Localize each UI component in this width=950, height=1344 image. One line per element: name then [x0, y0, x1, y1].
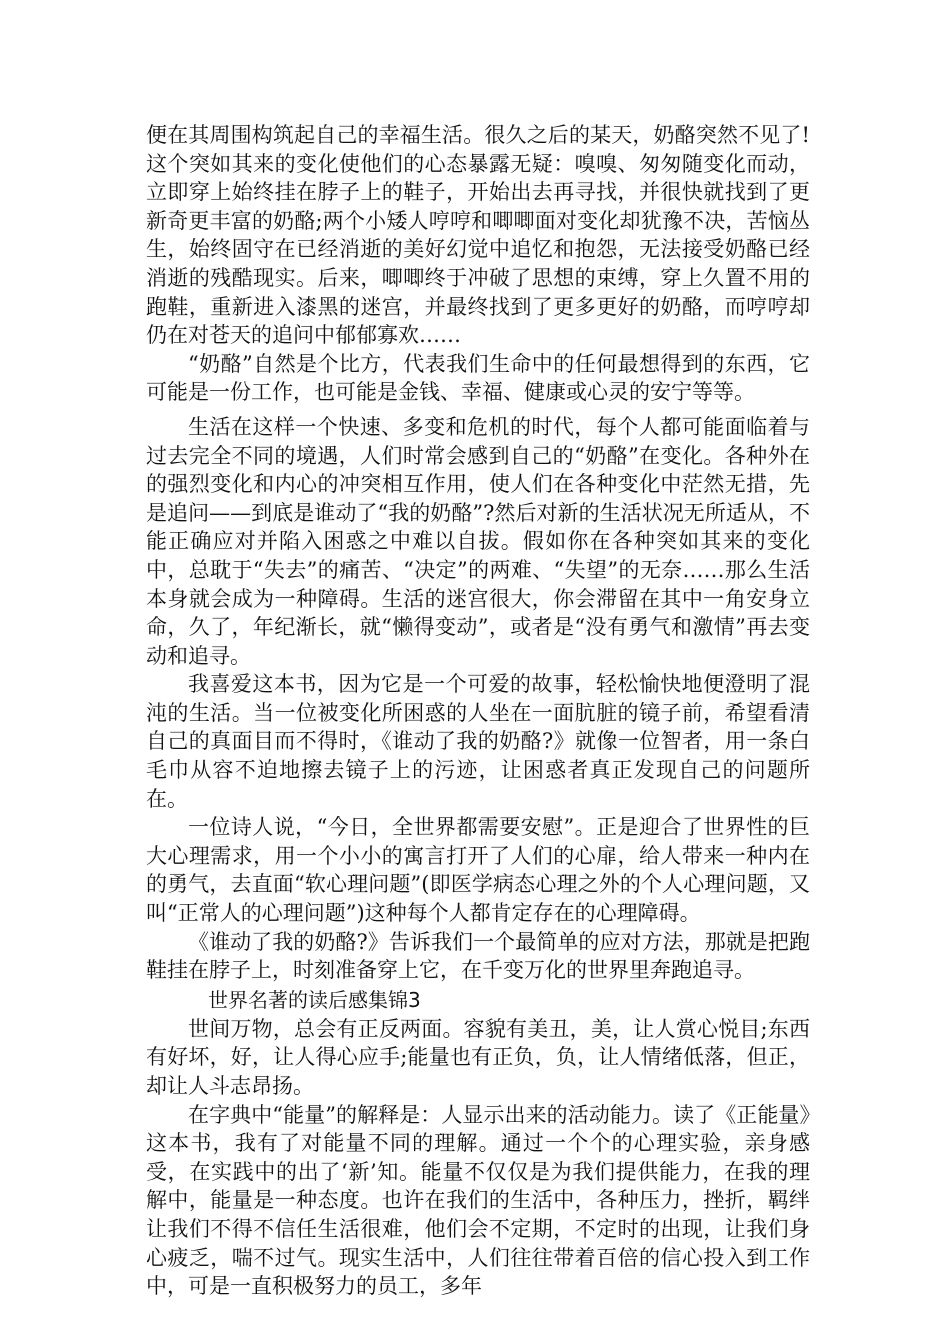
section-heading: 世界名著的读后感集锦3 — [208, 987, 421, 1012]
paragraph-two-sides: 世间万物，总会有正反两面。容貌有美丑，美，让人赏心悦目;东西有好坏，好，让人得心应手;能量也有正负，负，让人情绪低落，但正，却让人斗志昂扬。 — [146, 1016, 810, 1098]
paragraph-positive-energy: 在字典中“能量”的解释是：人显示出来的活动能力。读了《正能量》这本书，我有了对能量不同的理解。通过一个个的心理实验，亲身感受，在实践中的出了‘新’知。能量不仅仅是为我们提供能力，在我的理解中，能量是一种态度。也许在我们的生活中，各种压力，挫折，羁绊让我们不得不信任生活很难，他们会不定期，不定时的出现，让我们身心疲乏，喘不过气。现实生活中，人们往往带着百倍的信心投入到工作中，可是一直积极努力的员工，多年 — [146, 1102, 810, 1299]
document-page — [146, 121, 810, 1301]
paragraph-changing-times: 生活在这样一个快速、多变和危机的时代，每个人都可能面临着与过去完全不同的境遇，人们时常会感到自己的“奶酪”在变化。各种外在的强烈变化和内心的冲突相互作用，使人们在各种变化中茫然无措，先是追问——到底是谁动了“我的奶酪”?然后对新的生活状况无所适从，不能正确应对并陷入困惑之中难以自拔。假如你在各种突如其来的变化中，总耽于“失去”的痛苦、“决定”的两难、“失望”的无奈……那么生活本身就会成为一种障碍。生活的迷宫很大，你会滞留在其中一角安身立命，久了，年纪渐长，就“懒得变动”，或者是“没有勇气和激情”再去变动和追寻。 — [146, 414, 810, 668]
paragraph-cheese-metaphor: “奶酪”自然是个比方，代表我们生命中的任何最想得到的东西，它可能是一份工作，也可能是金钱、幸福、健康或心灵的安宁等等。 — [146, 351, 810, 405]
paragraph-story-summary: 便在其周围构筑起自己的幸福生活。很久之后的某天，奶酪突然不见了!这个突如其来的变化使他们的心态暴露无疑：嗅嗅、匆匆随变化而动，立即穿上始终挂在脖子上的鞋子，开始出去再寻找，并很快就找到了更新奇更丰富的奶酪;两个小矮人哼哼和唧唧面对变化却犹豫不决，苦恼丛生，始终固守在已经消逝的美好幻觉中追忆和抱怨，无法接受奶酪已经消逝的残酷现实。后来，唧唧终于冲破了思想的束缚，穿上久置不用的跑鞋，重新进入漆黑的迷宫，并最终找到了更多更好的奶酪，而哼哼却仍在对苍天的追问中郁郁寡欢…… — [146, 123, 810, 348]
paragraph-poet-quote: 一位诗人说，“今日，全世界都需要安慰”。正是迎合了世界性的巨大心理需求，用一个小小的寓言打开了人们的心扉，给人带来一种内在的勇气，去直面“软心理问题”(即医学病态心理之外的个人心理问题，又叫“正常人的心理问题”)这种每个人都肯定存在的心理障碍。 — [146, 815, 810, 926]
paragraph-coping-method: 《谁动了我的奶酪?》告诉我们一个最简单的应对方法，那就是把跑鞋挂在脖子上，时刻准备穿上它，在千变万化的世界里奔跑追寻。 — [146, 929, 810, 983]
paragraph-why-i-love-book: 我喜爱这本书，因为它是一个可爱的故事，轻松愉快地便澄明了混沌的生活。当一位被变化所困惑的人坐在一面肮脏的镜子前，希望看清自己的真面目而不得时，《谁动了我的奶酪?》就像一位智者，用一条白毛巾从容不迫地擦去镜子上的污迹，让困惑者真正发现自己的问题所在。 — [146, 672, 810, 811]
